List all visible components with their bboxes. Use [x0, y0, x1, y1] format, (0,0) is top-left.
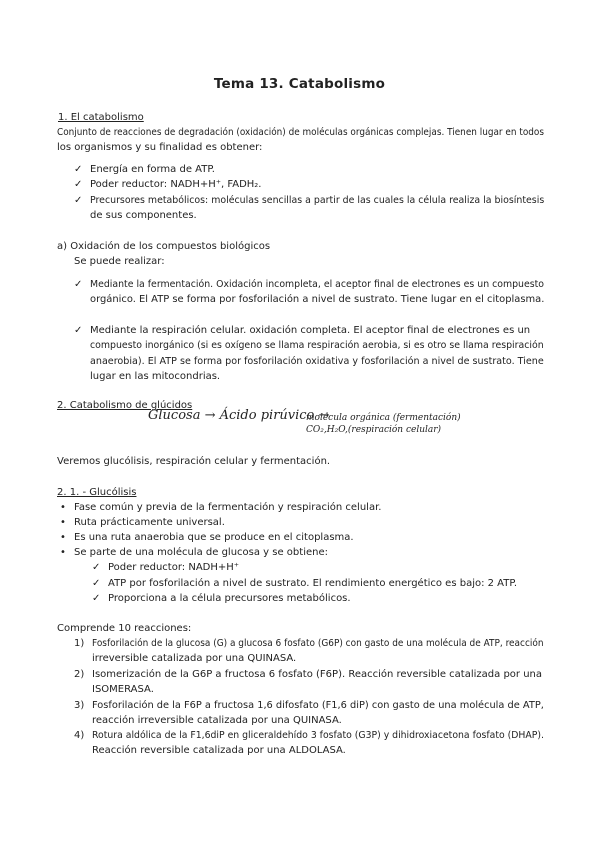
- equation-branch-bottom: CO₂,H₂O,(respiración celular): [306, 425, 442, 435]
- equation-main: Glucosa → Ácido pirúvico →: [148, 408, 330, 423]
- page-title: Tema 13. Catabolismo: [213, 76, 386, 92]
- bullet-item: Ruta prácticamente universal.: [74, 517, 225, 528]
- bullet-item: Fase común y previa de la fermentación y respiración celular.: [74, 502, 382, 513]
- section-heading-catabolismo: 1. El catabolismo: [58, 112, 144, 123]
- intro-line: los organismos y su finalidad es obtener:: [57, 142, 263, 153]
- equation-branch-top: molécula orgánica (fermentación): [306, 413, 461, 423]
- section-heading-glucolisis: 2. 1. - Glucólisis: [57, 487, 137, 498]
- check-icon: ✓: [74, 179, 83, 190]
- reaction-text: Fosforilación de la F6P a fructosa 1,6 difosfato (F1,6 diP) con gasto de una molécula de ATP,: [92, 700, 544, 711]
- reaction-number: 3): [74, 700, 85, 711]
- reaction-number: 2): [74, 669, 85, 680]
- fermentation-text: orgánico. El ATP se forma por fosforilación a nivel de sustrato. Tiene lugar en el citoplasma.: [90, 294, 545, 305]
- check-icon: ✓: [74, 195, 83, 206]
- reaction-text: Isomerización de la G6P a fructosa 6 fosfato (F6P). Reacción reversible catalizada por una: [92, 669, 543, 680]
- check-icon: ✓: [74, 164, 83, 175]
- bullet-icon: •: [60, 532, 66, 543]
- sub-check-item: Proporciona a la célula precursores metabólicos.: [108, 593, 351, 604]
- bullet-icon: •: [60, 547, 66, 558]
- reaction-number: 4): [74, 730, 85, 741]
- check-icon: ✓: [92, 593, 101, 604]
- list-item: Poder reductor: NADH+H⁺, FADH₂.: [90, 179, 262, 190]
- bullet-icon: •: [60, 502, 66, 513]
- respiration-text: lugar en las mitocondrias.: [90, 371, 221, 382]
- respiration-text: compuesto inorgánico (si es oxígeno se llama respiración aerobia, si es otro se llama respiración: [90, 340, 544, 351]
- equation-branches: [306, 412, 461, 436]
- reaction-text: ISOMERASA.: [92, 684, 154, 695]
- intro-line: Conjunto de reacciones de degradación (oxidación) de moléculas orgánicas complejas. Tienen lugar en todos: [57, 127, 544, 138]
- reaction-text: Fosforilación de la glucosa (G) a glucosa 6 fosfato (G6P) con gasto de una molécula de ATP, reacción: [92, 638, 544, 649]
- check-icon: ✓: [74, 325, 83, 336]
- list-item: Precursores metabólicos: moléculas sencillas a partir de las cuales la célula realiza la biosíntesis: [90, 195, 545, 206]
- reaction-text: Rotura aldólica de la F1,6diP en gliceraldehído 3 fosfato (G3P) y dihidroxiacetona fosfato (DHAP).: [92, 730, 544, 741]
- section-heading-oxidacion: a) Oxidación de los compuestos biológicos: [57, 241, 271, 252]
- reaction-text: irreversible catalizada por una QUINASA.: [92, 653, 297, 664]
- list-item: Energía en forma de ATP.: [90, 164, 215, 175]
- sub-check-item: Poder reductor: NADH+H⁺: [108, 562, 240, 573]
- check-icon: ✓: [74, 279, 83, 290]
- reaction-number: 1): [74, 638, 85, 649]
- subheading: Se puede realizar:: [74, 256, 165, 267]
- paragraph: Veremos glucólisis, respiración celular y fermentación.: [57, 456, 331, 467]
- bullet-icon: •: [60, 517, 66, 528]
- fermentation-text: Mediante la fermentación. Oxidación incompleta, el aceptor final de electrones es un compuesto: [90, 279, 545, 290]
- respiration-text: Mediante la respiración celular. oxidación completa. El aceptor final de electrones es un: [90, 325, 531, 336]
- list-item-continuation: de sus componentes.: [90, 210, 197, 221]
- sub-check-item: ATP por fosforilación a nivel de sustrato. El rendimiento energético es bajo: 2 ATP.: [108, 578, 518, 589]
- reactions-heading: Comprende 10 reacciones:: [57, 623, 192, 634]
- section-heading-glucidos: 2. Catabolismo de glúcidos: [57, 400, 193, 411]
- reaction-text: Reacción reversible catalizada por una ALDOLASA.: [92, 745, 346, 756]
- check-icon: ✓: [92, 562, 101, 573]
- reaction-text: reacción irreversible catalizada por una QUINASA.: [92, 715, 342, 726]
- respiration-text: anaerobia). El ATP se forma por fosforilación oxidativa y fosforilación a nivel de sustrato. Tiene: [90, 356, 544, 367]
- bullet-item: Es una ruta anaerobia que se produce en el citoplasma.: [74, 532, 354, 543]
- check-icon: ✓: [92, 578, 101, 589]
- bullet-item: Se parte de una molécula de glucosa y se obtiene:: [74, 547, 328, 558]
